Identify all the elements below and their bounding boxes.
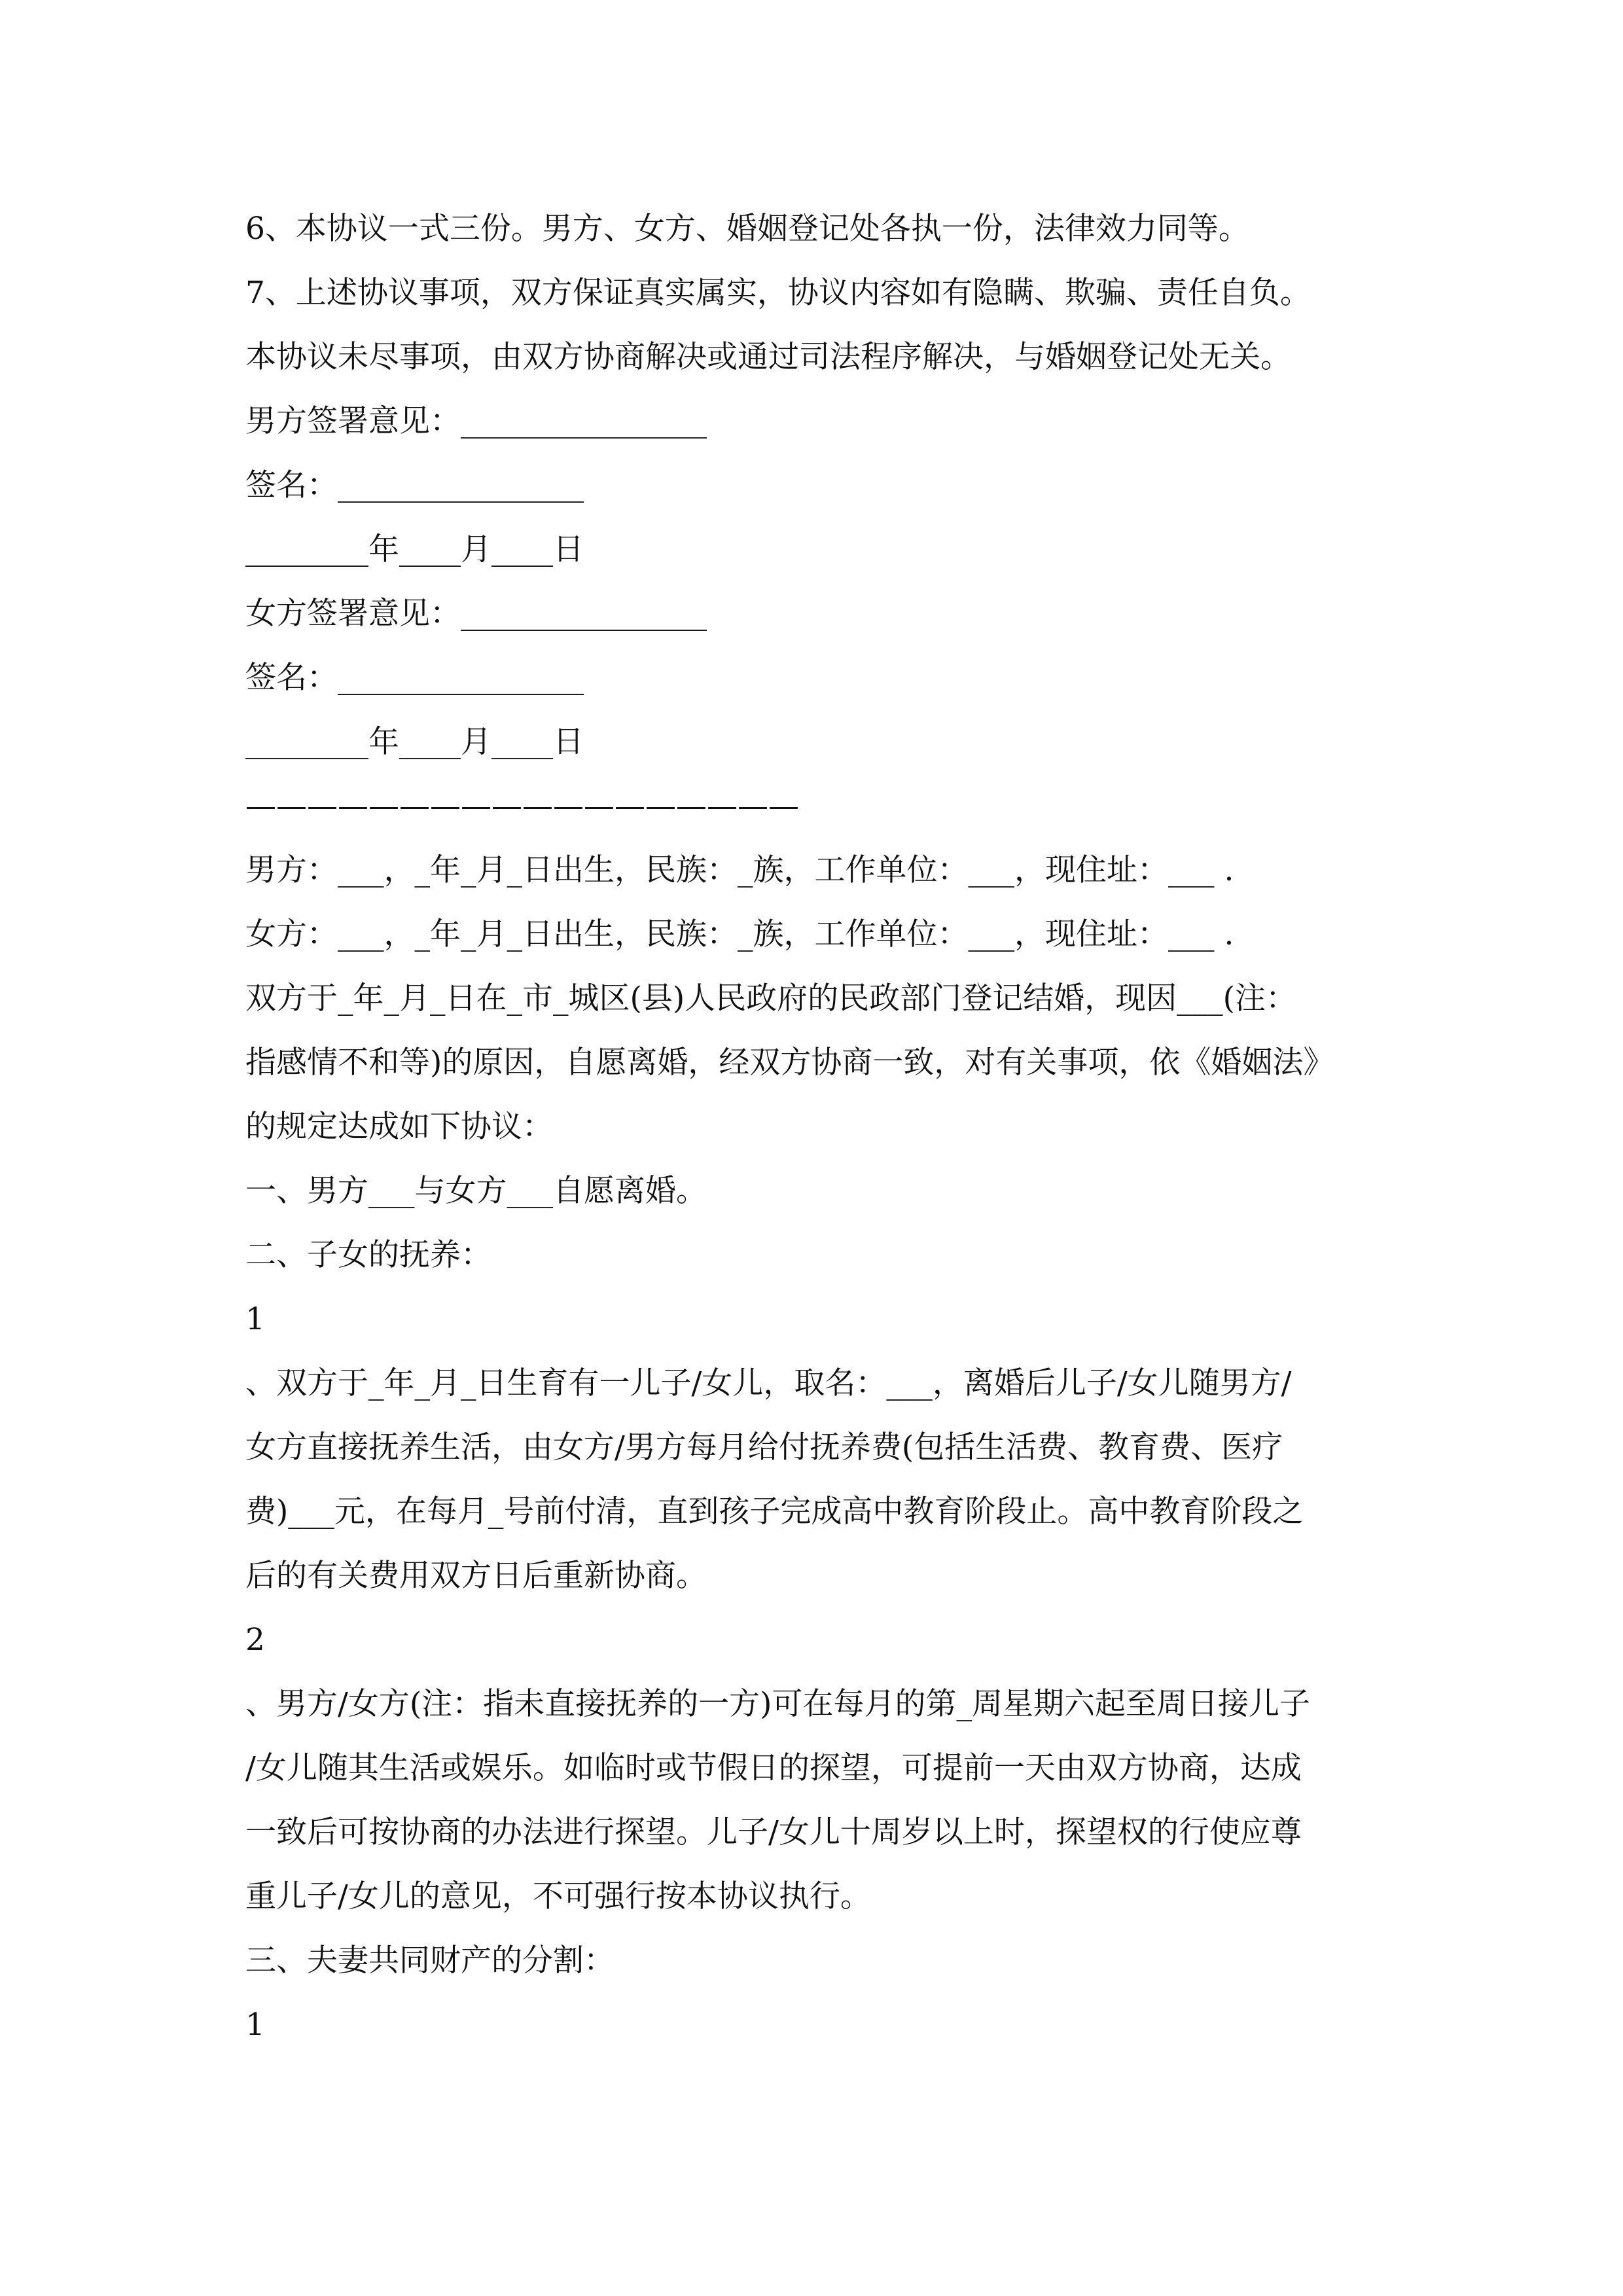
custody-clause-continued-1: 女方直接抚养生活，由女方/男方每月给付抚养费(包括生活费、教育费、医疗 (245, 1429, 1283, 1465)
section-divider: —————————————————— (245, 788, 799, 824)
male-signature-date: ________年____月____日 (245, 531, 584, 567)
visitation-clause-continued-2: 一致后可按协商的办法进行探望。儿子/女儿十周岁以上时，探望权的行使应尊 (245, 1814, 1302, 1850)
custody-clause-continued-3: 后的有关费用双方日后重新协商。 (245, 1558, 707, 1594)
female-signature-opinion: 女方签署意见：________________ (245, 596, 707, 632)
clause-6: 6、本协议一式三份。男方、女方、婚姻登记处各执一份，法律效力同等。 (245, 211, 1249, 247)
section-3-heading: 三、夫妻共同财产的分割： (245, 1943, 615, 1979)
visitation-clause-continued-3: 重儿子/女儿的意见，不可强行按本协议执行。 (245, 1878, 871, 1914)
male-signature-opinion: 男方签署意见：________________ (245, 403, 707, 439)
clause-7-continued: 本协议未尽事项，由双方协商解决或通过司法程序解决，与婚姻登记处无关。 (245, 339, 1291, 375)
marriage-registration: 双方于_年_月_日在_市_城区(县)人民政府的民政部门登记结婚，现因___(注： (245, 980, 1297, 1016)
item-number-1: 1 (245, 1301, 265, 1337)
item-number-2: 2 (245, 1622, 265, 1658)
item-number-1-property: 1 (245, 2007, 265, 2043)
custody-clause-continued-2: 费)___元，在每月_号前付清，直到孩子完成高中教育阶段止。高中教育阶段之 (245, 1494, 1304, 1530)
section-1-divorce: 一、男方___与女方___自愿离婚。 (245, 1173, 707, 1209)
female-signature-date: ________年____月____日 (245, 724, 584, 760)
visitation-clause-continued-1: /女儿随其生活或娱乐。如临时或节假日的探望，可提前一天由双方协商，达成 (245, 1750, 1302, 1786)
female-signature-name: 签名：________________ (245, 660, 584, 696)
custody-clause: 、双方于_年_月_日生育有一儿子/女儿，取名：___，离婚后儿子/女儿随男方/ (245, 1365, 1292, 1401)
clause-7: 7、上述协议事项，双方保证真实属实，协议内容如有隐瞒、欺骗、责任自负。 (245, 275, 1311, 311)
male-party-info: 男方：___，_年_月_日出生，民族：_族，工作单位：___，现住址：___ . (245, 852, 1234, 888)
agreement-intro: 的规定达成如下协议： (245, 1109, 553, 1145)
male-signature-name: 签名：________________ (245, 467, 584, 503)
section-2-heading: 二、子女的抚养： (245, 1237, 491, 1273)
marriage-registration-continued: 指感情不和等)的原因，自愿离婚，经双方协商一致，对有关事项，依《婚姻法》 (245, 1045, 1334, 1081)
visitation-clause: 、男方/女方(注：指未直接抚养的一方)可在每月的第_周星期六起至周日接儿子 (245, 1686, 1311, 1722)
female-party-info: 女方：___，_年_月_日出生，民族：_族，工作单位：___，现住址：___ . (245, 916, 1234, 952)
